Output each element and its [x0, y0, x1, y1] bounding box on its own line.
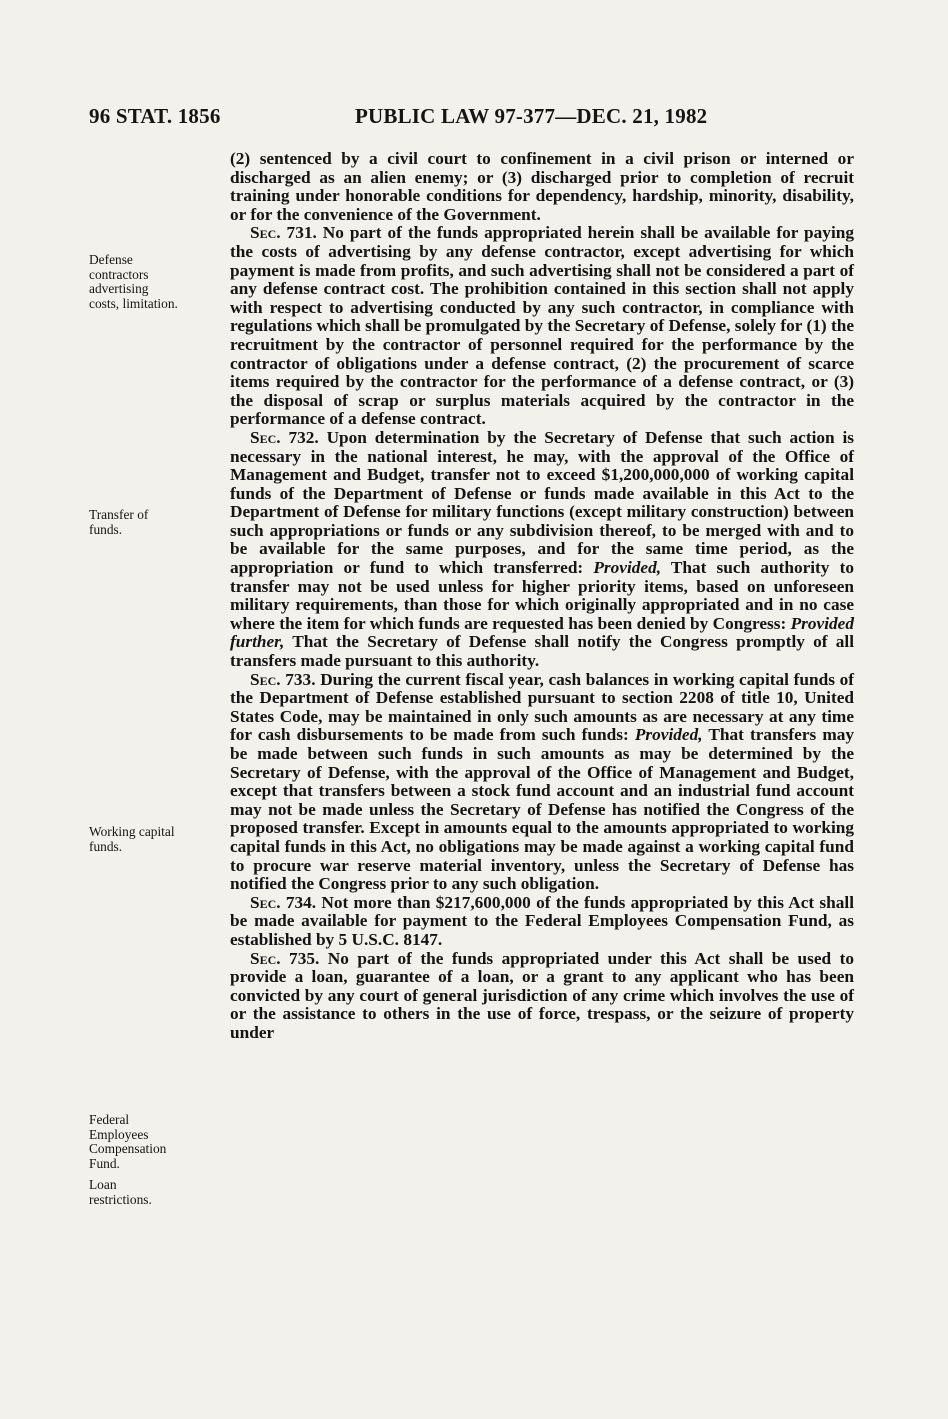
- section-text: Not more than $217,600,000 of the funds appropriated by this Act shall be made available for payment to the Federal Employees Compensation Fund, as established by 5 U.S.C. 8147.: [230, 892, 855, 949]
- section-text: That transfers may be made between such funds in such amounts as may be determined by the Secretary of Defense, with the approval of the Office of Management and Budget, except that transfers between a stock fund account and an industrial fund account may not be made unless the Secretary of Defense has notified the Congress of the proposed transfer. Except in amounts equal to the amounts appropriated to working capital funds in this Act, no obligations may be made against a working capital fund to procure war reserve material inventory, unless the Secretary of Defense has notified the Congress prior to any such obligation.: [230, 725, 855, 894]
- public-law-heading: PUBLIC LAW 97-377—DEC. 21, 1982: [355, 104, 708, 128]
- proviso-label: Provided further,: [230, 613, 854, 652]
- statute-body: [230, 150, 854, 1043]
- proviso-label: Provided,: [593, 558, 662, 578]
- section-number: Sec. 731.: [250, 223, 317, 243]
- section-text: No part of the funds appropriated under this Act shall be used to provide a loan, guarantee of a loan, or a grant to any applicant who has been convicted by any court of general jurisdiction of any crime which involves the use of or the assistance to others in the use of force, trespass, or the seizure of property under: [230, 948, 854, 1042]
- section-number: Sec. 734.: [250, 892, 317, 912]
- margin-note-working-capital: Working capital funds.: [89, 824, 175, 854]
- paragraph-sec-733: [230, 671, 854, 894]
- section-text: No part of the funds appropriated herein shall be available for paying the costs of advertising by any defense contractor, except advertising for which payment is made from profits, and such advertising shall not be considered a part of any defense contract cost. The prohibition contained in this section shall not apply with respect to advertising conducted by any such contractor, in compliance with regulations which shall be promulgated by the Secretary of Defense, solely for (1) the recruitment by the contractor of personnel required for the performance by the contractor of obligations under a defense contract, (2) the procurement of scarce items required by the contractor for the performance of a defense contract, or (3) the disposal of scrap or surplus materials acquired by the contractor in the performance of a defense contract.: [230, 223, 855, 429]
- margin-note-loan-restrictions: Loan restrictions.: [89, 1177, 152, 1207]
- stat-page-number: 96 STAT. 1856: [89, 104, 221, 128]
- section-text: During the current fiscal year, cash balances in working capital funds of the Department of Defense established pursuant to section 2208 of title 10, United States Code, may be maintained in only such amounts as are necessary at any time for cash disbursements to be made from such funds:: [230, 669, 854, 745]
- section-text: That the Secretary of Defense shall notify the Congress promptly of all transfers made pursuant to this authority.: [230, 632, 854, 671]
- paragraph-sec-731: [230, 224, 854, 429]
- section-text: That such authority to transfer may not be used unless for higher priority items, based on unforeseen military requirements, than those for which originally appropriated and in no case where the item for which funds are requested has been denied by Congress:: [230, 558, 854, 633]
- paragraph-sec-732: [230, 429, 854, 671]
- proviso-label: Provided,: [634, 725, 703, 745]
- paragraph-continuation: (2) sentenced by a civil court to confinement in a civil prison or interned or discharged as an alien enemy; or (3) discharged prior to completion of recruit training under honorable conditions for dependency, hardship, minority, disability, or for the convenience of the Government.: [230, 149, 854, 224]
- section-number: Sec. 733.: [250, 669, 316, 689]
- paragraph-sec-735: [230, 950, 854, 1043]
- section-number: Sec. 735.: [250, 948, 320, 968]
- paragraph-sec-734: [230, 894, 854, 950]
- margin-note-transfer-of-funds: Transfer of funds.: [89, 507, 149, 537]
- margin-note-federal-employees: Federal Employees Compensation Fund.: [89, 1112, 167, 1171]
- margin-note-defense-contractors: Defense contractors advertising costs, limitation.: [89, 252, 178, 311]
- section-text: Upon determination by the Secretary of Defense that such action is necessary in the national interest, he may, with the approval of the Office of Management and Budget, transfer not to exceed $1,200,000,000 of working capital funds of the Department of Defense or funds made available in this Act to the Department of Defense for military functions (except military construction) between such appropriations or funds or any subdivision thereof, to be merged with and to be available for the same purposes, and for the same time period, as the appropriation or fund to which transferred:: [230, 427, 855, 578]
- section-number: Sec. 732.: [250, 427, 319, 447]
